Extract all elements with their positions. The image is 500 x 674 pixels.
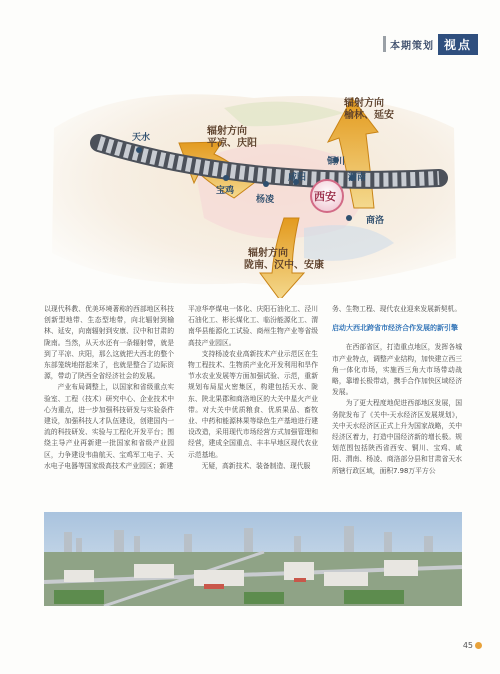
svg-text:西安: 西安 (314, 190, 336, 203)
city-weinan (348, 171, 366, 183)
svg-text:宝鸡: 宝鸡 (216, 186, 235, 196)
label-dir-pingliang-2: 平凉、庆阳 (207, 138, 257, 149)
article-body (44, 304, 462, 510)
paragraph: 务、生物工程、现代农业迎来发展新契机。 (332, 305, 462, 313)
svg-text:渭南: 渭南 (348, 173, 367, 183)
page-number-text: 45 (462, 641, 473, 650)
paragraph: 在西部省区，打造重点地区，发挥各城市产业特点，调整产业结构，加快建立西三角一体化市场，实施西三角大市场带动战略，靠增长极带动，携手合作加快区域经济发展。 (332, 343, 462, 397)
city-tongchuan (326, 155, 345, 167)
page-number (463, 641, 482, 650)
svg-text:铜川: 铜川 (327, 157, 346, 167)
paragraph: 产业布局调整上，以国家和省级重点实验室、工程（技术）研究中心、企业技术中心为重点，进一步加强科技研发与实验条件建设，加强科技人才队伍建设，创建国内一流的科技研发、实验与工程化开发平台；围绕主导产业再新建一批国家和省级产业园区，力争建设韦曲航天、宝鸡军工电子、天水电子电器等国家级高技术产业园区；新建 (44, 383, 174, 470)
city-aerial-photo (44, 512, 462, 606)
label-dir-yulin-1: 辐射方向 (344, 98, 384, 109)
city-xianyang (288, 171, 306, 185)
column-3 (332, 304, 462, 477)
label-dir-yulin-2: 榆林、延安 (344, 110, 394, 121)
section-tag: 视点 (438, 34, 478, 55)
paragraph: 无疑，高新技术、装备制造、现代服 (201, 461, 311, 470)
paragraph: 平凉华亭煤电一体化、庆阳石油化工、泾川石油化工、彬长煤化工、临汾能源化工、渭南华县能源化工试验、商州生物产业等省级高技产业园区。 (188, 305, 318, 347)
label-dir-pingliang-1: 辐射方向 (207, 126, 247, 137)
regional-map (44, 68, 462, 298)
subheading: 启动大西北跨省市经济合作发展的新引擎 (332, 324, 458, 333)
svg-text:商洛: 商洛 (366, 216, 385, 226)
label-dir-longnan-2: 陇南、汉中、安康 (244, 260, 324, 271)
paragraph: 以现代科教、优美环境著称的西部地区科技创新型地带、生态型地带，向北辐射到榆林、延安，向南辐射到安康、汉中和甘肃的陇南。当然，从天水还有一条辐射带，就是到了平凉、庆阳，那么这就把大西北的整个东部笼统地搭起来了，也就是整合了边际资源，带动了陕西全省经济社会的发展。 (44, 305, 174, 381)
svg-text:咸阳: 咸阳 (288, 173, 307, 183)
page-dot-icon (475, 642, 482, 649)
svg-text:天水: 天水 (132, 133, 151, 143)
section-title: 本期策划 (389, 40, 434, 52)
column-2 (188, 304, 318, 472)
paragraph: 为了更大程度地促进西部地区发展，国务院发布了《关中-天水经济区发展规划》，关中天水经济区正式上升为国家战略，关中经济区着力，打造中国经济新的增长极。规划范围包括陕西省西安、铜川、宝鸡、咸阳、渭南、杨凌、商洛部分县和甘肃省天水所辖行政区域，面积7.98万平方公 (332, 399, 462, 475)
city-xian (311, 180, 343, 212)
column-1 (44, 304, 174, 472)
section-header (383, 33, 478, 55)
label-dir-longnan-1: 辐射方向 (248, 248, 288, 259)
paragraph: 支持杨凌农业高新技术产业示范区在生物工程技术、生物质产业化开发利用和旱作节水农业发展等方面加强试验、示范，重新规划布局星火密集区，构建包括天水、陇东、陕北果郡和商洛地区的大关中星火产业带。对大关中优质粮食、优质果品、畜牧业、中药和能源林果等绿色生产基地进行建设改造，采用现代市场经营方式加强管理和经营，建成全国重点、丰丰早地区现代农业示范基地。 (188, 349, 318, 459)
header-divider (383, 36, 386, 52)
svg-text:杨凌: 杨凌 (256, 195, 275, 205)
